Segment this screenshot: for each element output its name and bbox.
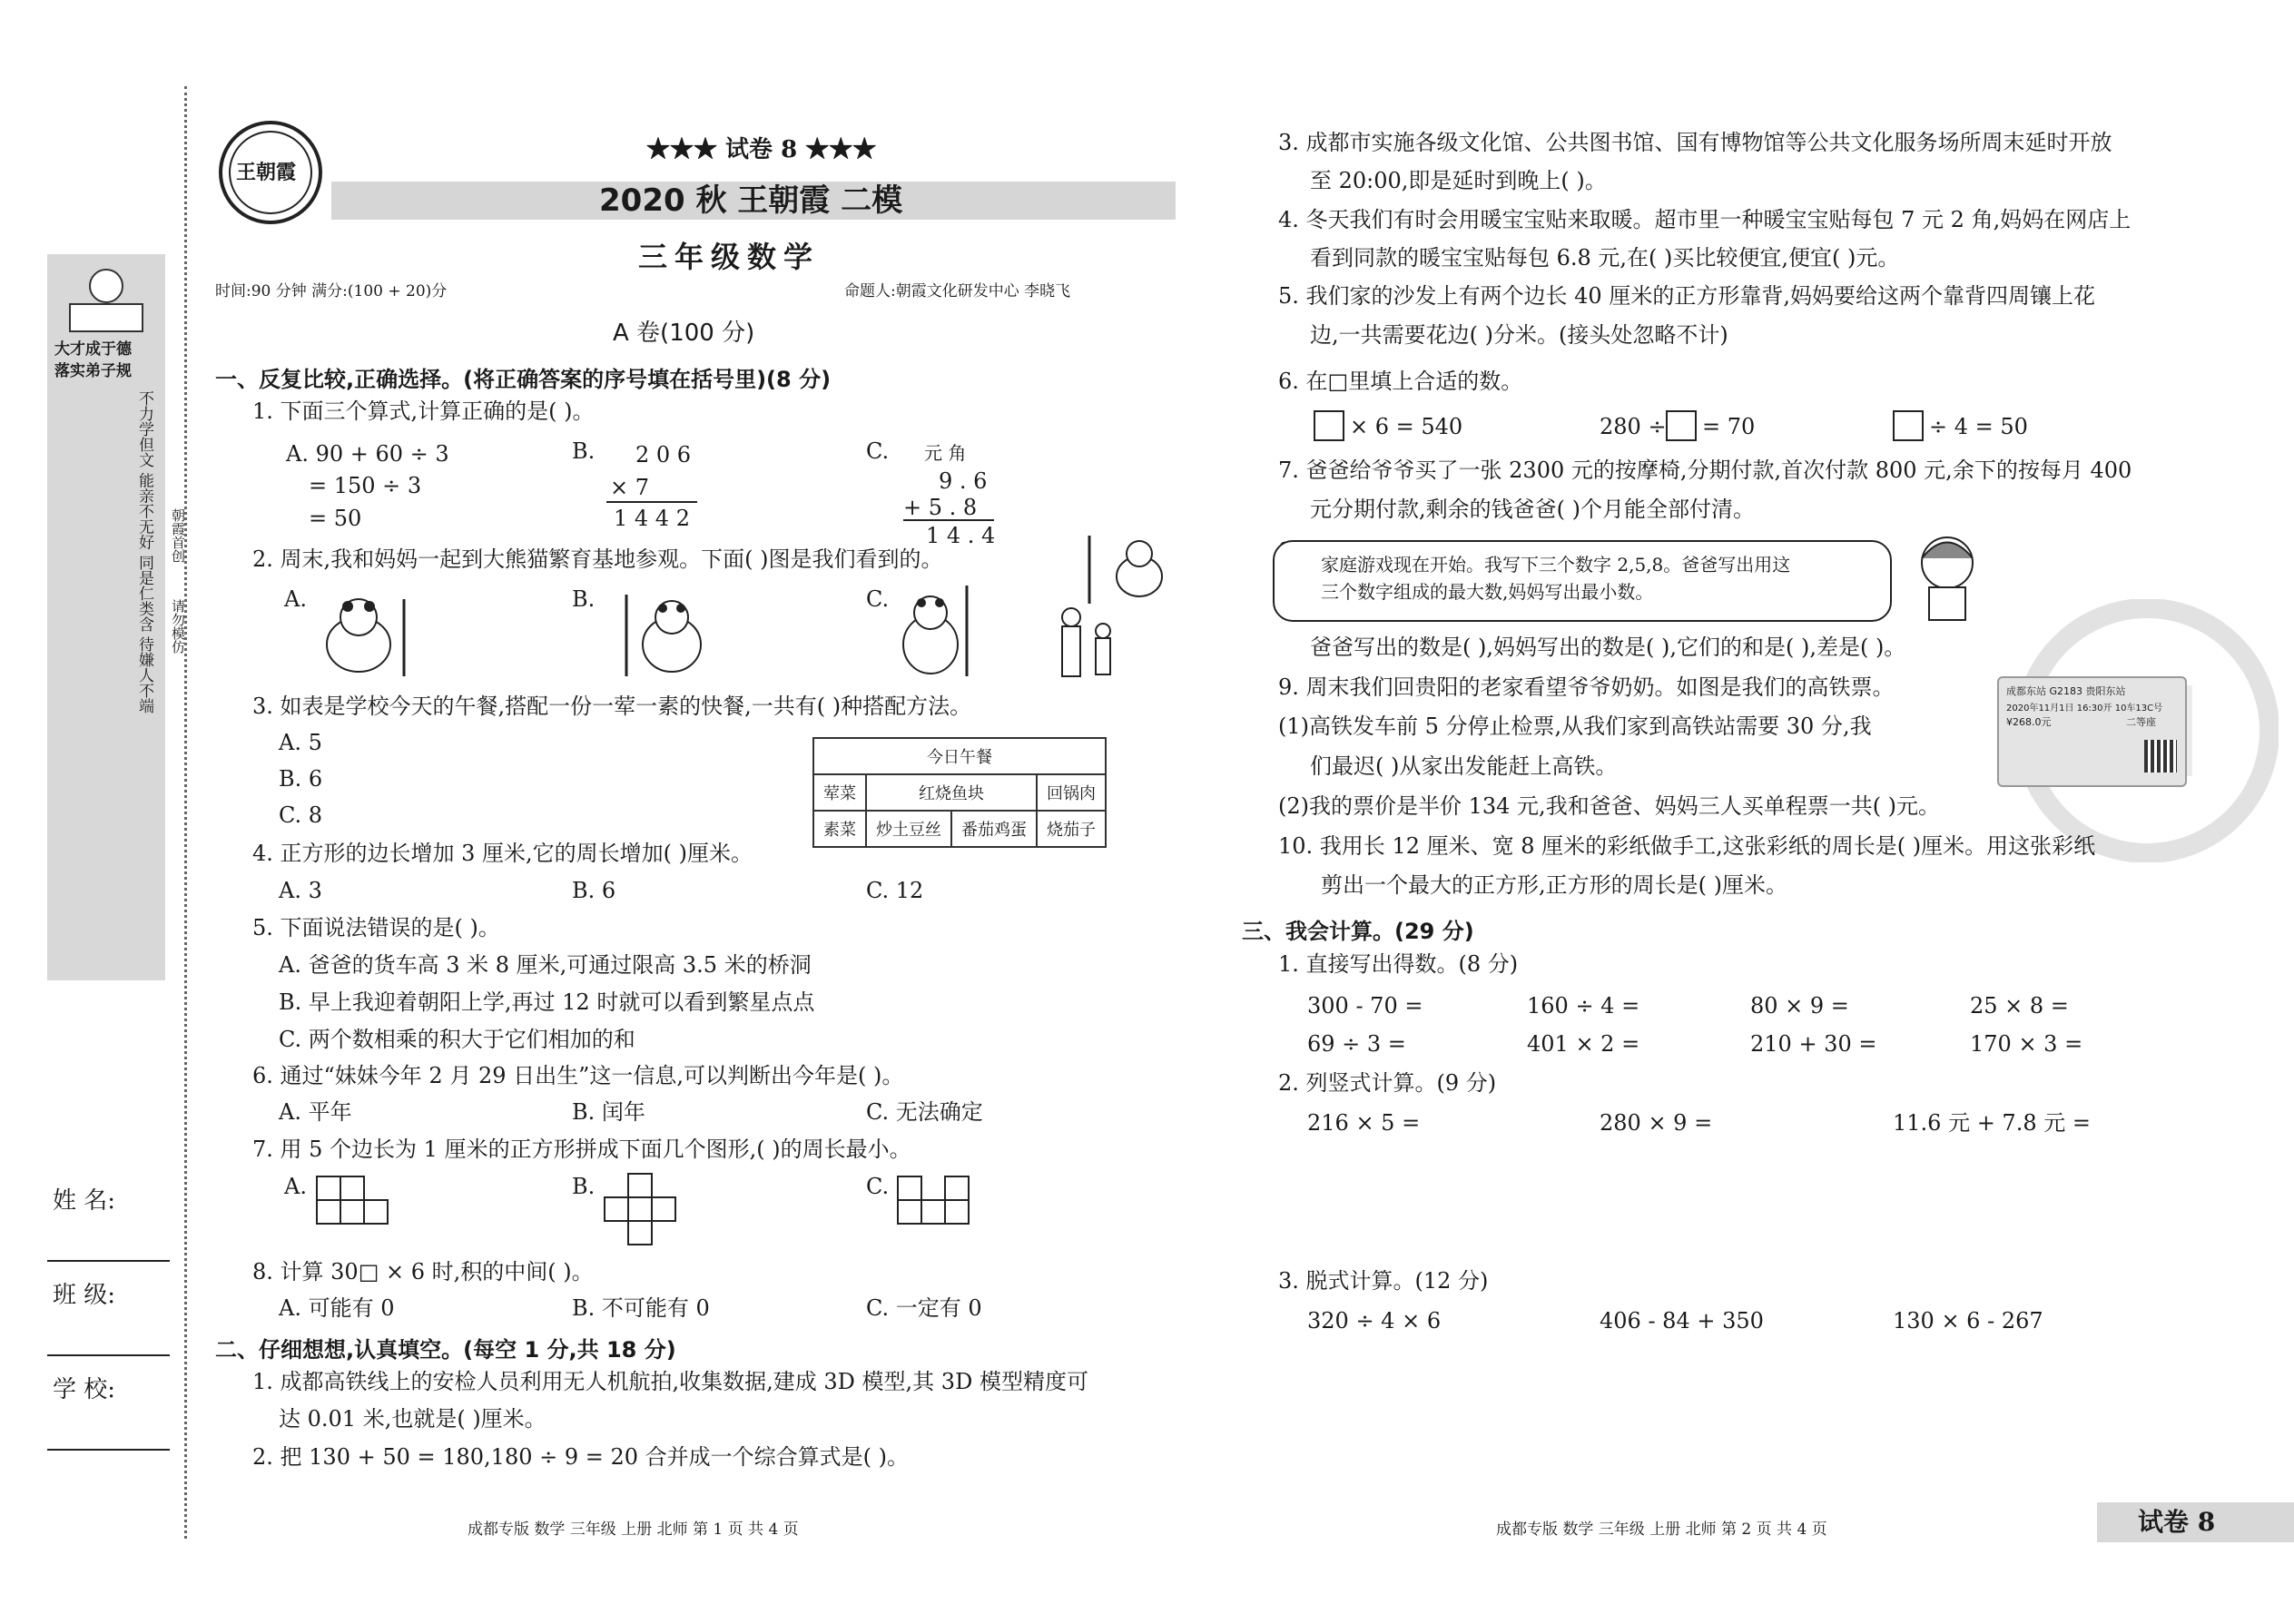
q5-option-c: C. 两个数相乘的积大于它们相加的和 — [279, 1027, 635, 1052]
train-ticket — [1997, 676, 2187, 787]
q1-option-c-line1: 9 . 6 — [939, 468, 988, 494]
class-label: 班 级: — [53, 1282, 116, 1309]
fill-10-line2: 剪出一个最大的正方形,正方形的周长是( )厘米。 — [1321, 872, 1787, 898]
q6: 6. 通过“妹妹今年 2 月 29 日出生”这一信息,可以判断出今年是( )。 — [252, 1063, 904, 1088]
fill-3-line1: 3. 成都市实施各级文化馆、公共图书馆、国有博物馆等公共文化服务场所周末延时开放 — [1278, 130, 2112, 155]
motto-col: 待嫌人不端 — [135, 636, 153, 714]
name-label: 姓 名: — [53, 1187, 116, 1215]
menu-cell: 炒土豆丝 — [866, 811, 951, 847]
answer-box[interactable] — [1314, 410, 1344, 441]
motto-col: 不力学但文 — [135, 390, 153, 468]
calc-1-item: 170 × 3 = — [1970, 1031, 2083, 1057]
q1-option-c-line2: + 5 . 8 — [903, 495, 978, 520]
fill-7-line1: 7. 爸爸给爷爷买了一张 2300 元的按摩椅,分期付款,首次付款 800 元,余下的按每月 400 — [1278, 458, 2132, 483]
q1-option-a-line2: = 150 ÷ 3 — [309, 473, 422, 498]
q1-option-c-label: C. — [866, 438, 890, 464]
q6-option-c: C. 无法确定 — [866, 1099, 983, 1125]
fill-9-2: (2)我的票价是半价 134 元,我和爸爸、妈妈三人买单程票一共( )元。 — [1278, 793, 1941, 819]
ticket-line: 二等座 — [2126, 716, 2156, 728]
menu-cell: 素菜 — [813, 811, 866, 847]
fill-10-line1: 10. 我用长 12 厘米、宽 8 厘米的彩纸做手工,这张彩纸的周长是( )厘米。用这张彩纸 — [1278, 833, 2096, 859]
menu-cell: 回锅肉 — [1037, 774, 1106, 811]
section-2-title: 二、仔细想想,认真填空。(每空 1 分,共 18 分) — [215, 1337, 676, 1363]
q8: 8. 计算 30□ × 6 时,积的中间( )。 — [252, 1259, 594, 1284]
answer-box[interactable] — [1666, 410, 1697, 441]
shape-a — [316, 1176, 389, 1226]
menu-cell: 红烧鱼块 — [866, 774, 1037, 811]
side-label: 朝霞首创 — [170, 508, 186, 563]
q5-option-a: A. 爸爸的货车高 3 米 8 厘米,可通过限高 3.5 米的桥洞 — [279, 952, 812, 978]
calc-1-item: 160 ÷ 4 = — [1527, 993, 1640, 1019]
fill-4-line1: 4. 冬天我们有时会用暖宝宝贴来取暖。超市里一种暖宝宝贴每包 7 元 2 角,妈妈在网店上 — [1278, 207, 2132, 232]
fill-5-line2: 边,一共需要花边( )分米。(接头处忽略不计) — [1310, 322, 1728, 348]
fill-5-line1: 5. 我们家的沙发上有两个边长 40 厘米的正方形靠背,妈妈要给这两个靠背四周镶上花 — [1278, 283, 2095, 309]
calc-1-item: 80 × 9 = — [1750, 993, 1849, 1019]
bubble-text-2: 三个数字组成的最大数,妈妈写出最小数。 — [1321, 581, 1654, 603]
subject-title: 三年级数学 — [638, 240, 821, 274]
calc-2-item: 280 × 9 = — [1600, 1110, 1713, 1136]
logo-text: 王朝霞 — [236, 161, 297, 184]
footer-left: 成都专版 数学 三年级 上册 北师 第 1 页 共 4 页 — [468, 1521, 799, 1539]
q1-option-c-rule — [903, 519, 994, 521]
q1-option-c-line3: 1 4 . 4 — [926, 523, 996, 548]
calc-2-item: 216 × 5 = — [1307, 1110, 1421, 1136]
menu-cell: 荤菜 — [813, 774, 866, 811]
calc-1-item: 210 + 30 = — [1750, 1031, 1877, 1057]
q3: 3. 如表是学校今天的午餐,搭配一份一荤一素的快餐,一共有( )种搭配方法。 — [252, 694, 972, 719]
calc-3-title: 3. 脱式计算。(12 分) — [1278, 1268, 1489, 1294]
fill-6-b2: = 70 — [1702, 414, 1756, 439]
q4: 4. 正方形的边长增加 3 厘米,它的周长增加( )厘米。 — [252, 841, 753, 866]
fill-9: 9. 周末我们回贵阳的老家看望爷爷奶奶。如图是我们的高铁票。 — [1278, 674, 1895, 700]
ticket-line: ¥268.0元 — [2006, 716, 2052, 728]
fill-4-line2: 看到同款的暖宝宝贴每包 6.8 元,在( )买比较便宜,便宜( )元。 — [1310, 245, 1900, 271]
fill-9-1-line1: (1)高铁发车前 5 分停止检票,从我们家到高铁站需要 30 分,我 — [1278, 714, 1872, 739]
q3-option-c: C. 8 — [279, 802, 323, 828]
fill-1-line2: 达 0.01 米,也就是( )厘米。 — [279, 1406, 546, 1432]
fill-7-line2: 元分期付款,剩余的钱爸爸( )个月能全部付清。 — [1310, 497, 1755, 522]
motto-block — [56, 390, 154, 971]
time-info: 时间:90 分钟 满分:(100 + 20)分 — [215, 282, 448, 300]
mascot-image — [56, 263, 156, 336]
ticket-line: 2020年11月1日 16:30开 10车13C号 — [2006, 704, 2163, 714]
paper-label: ★★★ 试卷 8 ★★★ — [646, 136, 877, 163]
q1: 1. 下面三个算式,计算正确的是( )。 — [252, 399, 595, 424]
mother-child-image — [1053, 531, 1171, 681]
q1-option-b-rule — [606, 501, 697, 503]
q6-option-a: A. 平年 — [279, 1099, 352, 1125]
fill-9-1-line2: 们最迟( )从家出发能赶上高铁。 — [1310, 753, 1618, 779]
motto-col: 能亲不无好 — [135, 472, 153, 550]
calc-2-title: 2. 列竖式计算。(9 分) — [1278, 1070, 1497, 1096]
fill-2: 2. 把 130 + 50 = 180,180 ÷ 9 = 20 合并成一个综合算式是( )。 — [252, 1444, 910, 1470]
calc-1-title: 1. 直接写出得数。(8 分) — [1278, 951, 1519, 977]
name-field[interactable] — [47, 1260, 170, 1262]
shape-b — [604, 1173, 676, 1247]
q1-option-b-line1: 2 0 6 — [635, 442, 692, 468]
q7-option-c: C. — [866, 1174, 890, 1199]
girl-image — [1906, 531, 1979, 622]
q2-option-a: A. — [284, 586, 307, 612]
author-info: 命题人:朝霞文化研发中心 李晓飞 — [844, 282, 1071, 300]
shape-c — [897, 1176, 970, 1226]
q8-option-a: A. 可能有 0 — [279, 1295, 395, 1321]
q1-option-a-line3: = 50 — [309, 506, 362, 531]
q8-option-b: B. 不可能有 0 — [572, 1295, 710, 1321]
q1-option-a-line1: A. 90 + 60 ÷ 3 — [286, 441, 449, 467]
calc-3-item: 320 ÷ 4 × 6 — [1307, 1308, 1442, 1334]
fill-1-line1: 1. 成都高铁线上的安检人员利用无人机航拍,收集数据,建成 3D 模型,其 3D 模型精度可 — [252, 1369, 1088, 1394]
slogan-2: 落实弟子规 — [54, 362, 132, 380]
q4-option-c: C. 12 — [866, 878, 924, 903]
q4-option-a: A. 3 — [279, 878, 322, 903]
calc-1-item: 69 ÷ 3 = — [1307, 1031, 1406, 1057]
q1-option-b-line3: 1 4 4 2 — [614, 506, 690, 531]
paper-tag: 试卷 8 — [2138, 1507, 2216, 1537]
panda-image-a — [313, 590, 422, 681]
q4-option-b: B. 6 — [572, 878, 616, 903]
section-1-title: 一、反复比较,正确选择。(将正确答案的序号填在括号里)(8 分) — [215, 367, 832, 392]
q6-option-b: B. 闰年 — [572, 1099, 645, 1125]
q7-option-b: B. — [572, 1174, 596, 1199]
panda-image-c — [894, 581, 985, 681]
fill-6-b1: 280 ÷ — [1600, 414, 1667, 439]
q2-option-c: C. — [866, 586, 890, 612]
q2-option-b: B. — [572, 586, 596, 612]
menu-title: 今日午餐 — [813, 738, 1106, 774]
section-3-title: 三、我会计算。(29 分) — [1242, 919, 1474, 944]
volume-a: A 卷(100 分) — [613, 320, 755, 347]
fill-6: 6. 在□里填上合适的数。 — [1278, 369, 1523, 394]
motto-col: 同是仁类含 — [135, 554, 153, 632]
ticket-qr-icon — [2144, 740, 2177, 773]
slogan-1: 大才成于德 — [54, 340, 132, 359]
calc-1-item: 25 × 8 = — [1970, 993, 2069, 1019]
q2: 2. 周末,我和妈妈一起到大熊猫繁育基地参观。下面( )图是我们看到的。 — [252, 546, 943, 572]
calc-1-item: 300 - 70 = — [1307, 993, 1423, 1019]
q5-option-b: B. 早上我迎着朝阳上学,再过 12 时就可以看到繁星点点 — [279, 989, 815, 1015]
bubble-text-1: 家庭游戏现在开始。我写下三个数字 2,5,8。爸爸写出用这 — [1321, 554, 1791, 576]
menu-cell: 番茄鸡蛋 — [951, 811, 1037, 847]
calc-1-item: 401 × 2 = — [1527, 1031, 1640, 1057]
q1-option-b-label: B. — [572, 438, 596, 464]
q7-option-a: A. — [284, 1174, 307, 1199]
fill-6-c: ÷ 4 = 50 — [1929, 414, 2028, 439]
q5: 5. 下面说法错误的是( )。 — [252, 915, 500, 940]
calc-3-item: 130 × 6 - 267 — [1893, 1308, 2043, 1334]
lunch-menu-table — [812, 737, 1107, 848]
fold-line — [184, 86, 187, 1539]
q3-option-a: A. 5 — [279, 730, 322, 755]
q1-option-c-header: 元 角 — [924, 442, 967, 464]
calc-3-item: 406 - 84 + 350 — [1600, 1308, 1764, 1334]
fill-3-line2: 至 20:00,即是延时到晚上( )。 — [1310, 168, 1607, 193]
q3-option-b: B. 6 — [279, 766, 323, 792]
fill-6-a: × 6 = 540 — [1350, 414, 1463, 439]
menu-cell: 烧茄子 — [1037, 811, 1106, 847]
ticket-line: 成都东站 G2183 贵阳东站 — [2006, 685, 2126, 697]
side-label: 请勿模仿 — [170, 599, 186, 654]
footer-right: 成都专版 数学 三年级 上册 北师 第 2 页 共 4 页 — [1496, 1521, 1827, 1539]
exam-title: 2020 秋 王朝霞 二模 — [599, 182, 903, 219]
class-field[interactable] — [47, 1354, 170, 1356]
calc-2-item: 11.6 元 + 7.8 元 = — [1893, 1110, 2091, 1136]
q1-option-b-line2: × 7 — [610, 475, 650, 500]
school-field[interactable] — [47, 1449, 170, 1451]
panda-image-b — [604, 590, 713, 681]
answer-box[interactable] — [1893, 410, 1924, 441]
school-label: 学 校: — [53, 1376, 116, 1403]
q8-option-c: C. 一定有 0 — [866, 1295, 982, 1321]
q7: 7. 用 5 个边长为 1 厘米的正方形拼成下面几个图形,( )的周长最小。 — [252, 1137, 911, 1162]
fill-8-question: 爸爸写出的数是( ),妈妈写出的数是( ),它们的和是( ),差是( )。 — [1310, 635, 1906, 660]
